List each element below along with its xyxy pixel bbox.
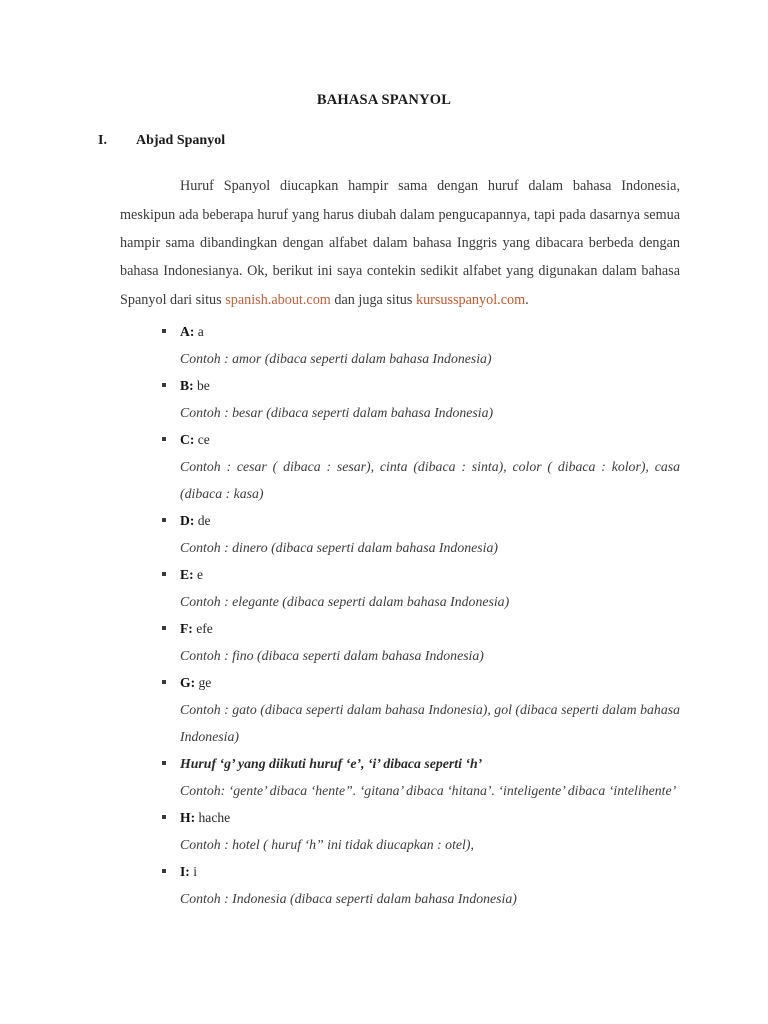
- intro-paragraph: [120, 172, 680, 314]
- entry-heading-a: [162, 318, 680, 345]
- list-item: [162, 372, 680, 426]
- bullet-square-icon: [162, 572, 166, 576]
- entry-letter: I:: [180, 864, 190, 879]
- link-kursusspanyol[interactable]: kursusspanyol.com: [415, 291, 526, 308]
- section-heading-label: Abjad Spanyol: [136, 133, 226, 148]
- intro-text-part-3: .: [525, 291, 529, 308]
- entry-heading-g-rule: [162, 750, 680, 777]
- entry-sound: hache: [195, 810, 231, 825]
- entry-letter: C:: [180, 432, 195, 447]
- entry-heading-e: [162, 561, 680, 588]
- entry-heading-d: [162, 507, 680, 534]
- entry-heading-f: [162, 615, 680, 642]
- entry-heading-h: [162, 804, 680, 831]
- entry-sound: de: [194, 513, 211, 528]
- bullet-square-icon: [162, 761, 166, 765]
- list-item: [162, 561, 680, 615]
- bullet-square-icon: [162, 626, 166, 630]
- list-item: [162, 615, 680, 669]
- entry-heading-g: [162, 669, 680, 696]
- entry-sound: ce: [194, 432, 210, 447]
- list-item: [162, 669, 680, 750]
- section-numeral: I.: [98, 133, 107, 148]
- entry-letter: H:: [180, 810, 196, 825]
- entry-sound: a: [194, 324, 204, 339]
- entry-example: Contoh : cesar ( dibaca : sesar), cinta (dibaca : sinta), color ( dibaca : kolor), casa (dibaca : kasa): [180, 459, 680, 501]
- list-item: [162, 318, 680, 372]
- entry-example: Contoh : besar (dibaca seperti dalam bahasa Indonesia): [180, 405, 494, 420]
- list-item: [162, 507, 680, 561]
- entry-sound: efe: [192, 621, 213, 636]
- entry-letter: F:: [180, 621, 193, 636]
- entry-letter: G:: [180, 675, 196, 690]
- entry-example: Contoh : hotel ( huruf ‘h” ini tidak diucapkan : otel),: [180, 837, 474, 852]
- entry-example: Contoh : dinero (dibaca seperti dalam bahasa Indonesia): [180, 540, 498, 555]
- entry-letter: D:: [180, 513, 195, 528]
- entry-heading-c: [162, 426, 680, 453]
- link-spanish-about[interactable]: spanish.about.com: [225, 291, 331, 308]
- alphabet-list: [162, 318, 680, 912]
- list-item: [162, 858, 680, 912]
- entry-example: Contoh : fino (dibaca seperti dalam bahasa Indonesia): [180, 648, 484, 663]
- entry-example: Contoh : amor (dibaca seperti dalam bahasa Indonesia): [180, 351, 492, 366]
- bullet-square-icon: [162, 437, 166, 441]
- bullet-square-icon: [162, 680, 166, 684]
- bullet-square-icon: [162, 329, 166, 333]
- entry-letter: A:: [180, 324, 195, 339]
- section-heading: [98, 133, 225, 149]
- entry-sound: e: [193, 567, 204, 582]
- entry-letter: E:: [180, 567, 194, 582]
- entry-example: Contoh : elegante (dibaca seperti dalam bahasa Indonesia): [180, 594, 510, 609]
- bullet-square-icon: [162, 518, 166, 522]
- list-item: [162, 426, 680, 507]
- entry-rule-text: Huruf ‘g’ yang diikuti huruf ‘e’, ‘i’ dibaca seperti ‘h’: [180, 756, 483, 771]
- list-item: [162, 804, 680, 858]
- entry-example: Contoh: ‘gente’ dibaca ‘hente”. ‘gitana’ dibaca ‘hitana’. ‘inteligente’ dibaca ‘intelihente’: [180, 783, 677, 798]
- entry-heading-b: [162, 372, 680, 399]
- list-item: [162, 750, 680, 804]
- entry-example: Contoh : Indonesia (dibaca seperti dalam bahasa Indonesia): [180, 891, 517, 906]
- bullet-square-icon: [162, 869, 166, 873]
- bullet-square-icon: [162, 815, 166, 819]
- intro-text-part-2: dan juga situs: [330, 291, 416, 308]
- entry-sound: i: [189, 864, 198, 879]
- entry-sound: be: [193, 378, 210, 393]
- entry-heading-i: [162, 858, 680, 885]
- page-title: BAHASA SPANYOL: [316, 92, 452, 108]
- entry-example: Contoh : gato (dibaca seperti dalam bahasa Indonesia), gol (dibaca seperti dalam bahasa Indonesia): [180, 702, 680, 744]
- bullet-square-icon: [162, 383, 166, 387]
- entry-sound: ge: [195, 675, 212, 690]
- entry-letter: B:: [180, 378, 194, 393]
- intro-text-part-1: Huruf Spanyol diucapkan hampir sama dengan huruf dalam bahasa Indonesia, meskipun ada beberapa huruf yang harus diubah dalam pengucapannya, tapi pada dasarnya semua hampir sama dibandingkan dengan alfabet dalam bahasa Inggris yang dibacara berbeda dengan bahasa Indonesianya. Ok, berikut ini saya contekin sedikit alfabet yang digunakan dalam bahasa Spanyol dari situs: [120, 178, 680, 308]
